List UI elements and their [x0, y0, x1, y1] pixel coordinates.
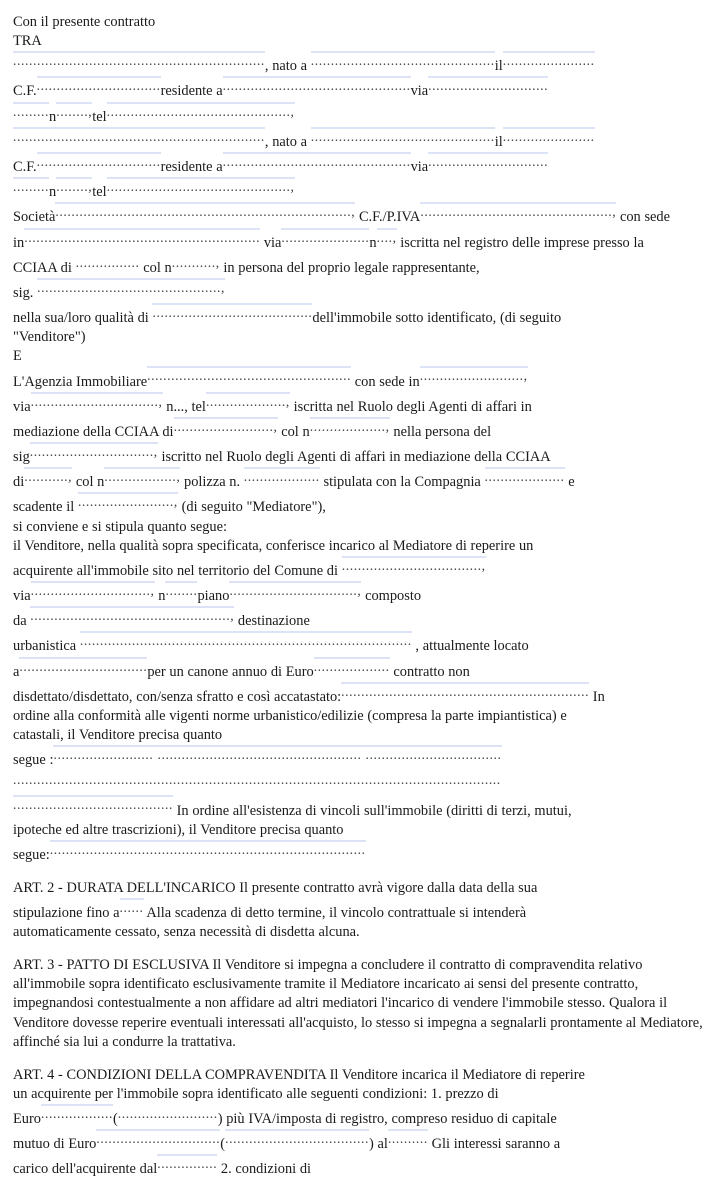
- agency-iscritto-text: iscritto nel Ruolo degli Agenti di affari in mediazione della CCIAA: [157, 449, 551, 466]
- company-name-field[interactable]: ..........................................................................,: [55, 202, 355, 221]
- and-separator: E: [13, 348, 22, 365]
- company-label: Società: [13, 209, 56, 226]
- agency-col-n2-field[interactable]: ..................,: [104, 467, 180, 486]
- art2-paragraph-line-2: [13, 898, 713, 923]
- company-via-field[interactable]: ......................: [281, 228, 369, 247]
- company-n-field[interactable]: ....,: [377, 228, 397, 247]
- incarico-composto-text: composto: [361, 588, 422, 605]
- company-cciaa-line: [13, 253, 713, 278]
- party-2-contact-line: [13, 177, 713, 202]
- art2-text-2: stipulazione fino a: [13, 905, 120, 922]
- company-con-sede-text: con sede: [616, 209, 671, 226]
- party-2-number-label: n: [49, 184, 57, 201]
- art2-date-field[interactable]: ......: [120, 898, 144, 917]
- art4-line-1: Il Venditore incarica il Mediatore di reperire: [325, 1066, 585, 1083]
- party-2-name-field[interactable]: ...............................................................: [13, 127, 265, 146]
- party-2-date-label: il: [494, 133, 503, 150]
- incarico-canone-line: [13, 657, 713, 682]
- company-sig-field[interactable]: ..............................................,: [37, 278, 225, 297]
- agency-via-label: via: [13, 398, 31, 415]
- party-2-residence-field[interactable]: ...............................................: [223, 152, 411, 171]
- party-2-cf-label: C.F.: [13, 159, 37, 176]
- company-n-label: n: [369, 234, 377, 251]
- agency-sede-field[interactable]: ..........................,: [420, 366, 528, 385]
- party-1-name-field[interactable]: ...............................................................: [13, 51, 265, 70]
- agency-tel-field[interactable]: ....................,: [206, 392, 290, 411]
- incarico-destinazione-text: destinazione: [234, 613, 310, 630]
- agency-scadenza-line: [13, 492, 713, 517]
- art4-mutuo-words-field[interactable]: ....................................: [225, 1129, 369, 1148]
- art4-mutuo-paren-close: ): [369, 1136, 374, 1153]
- party-1-born-label: , nato a: [264, 58, 311, 75]
- incarico-in-text: In: [589, 688, 605, 705]
- party-1-birthdate-field[interactable]: .......................: [503, 51, 595, 70]
- incarico-urbanistica-line: [13, 631, 713, 656]
- art4-title: ART. 4 - CONDIZIONI DELLA COMPRAVENDITA: [13, 1066, 326, 1083]
- party-1-residence-field[interactable]: ...............................................: [223, 76, 411, 95]
- agency-name-field[interactable]: ...................................................: [147, 366, 351, 385]
- art4-al-field[interactable]: ..........: [388, 1129, 428, 1148]
- incarico-da-line: [13, 606, 713, 631]
- incarico-segue-line-1: [13, 745, 713, 770]
- party-2-tel-label: tel: [92, 184, 107, 201]
- art4-euro-words-field[interactable]: .........................: [117, 1105, 218, 1121]
- art4-euro-label: Euro: [13, 1111, 41, 1128]
- party-2-birthplace-field[interactable]: ..............................................: [311, 127, 495, 146]
- party-1-cf-label: C.F.: [13, 83, 37, 100]
- agency-mediatore-text: (di seguito "Mediatore"),: [177, 499, 326, 516]
- incarico-comune-line: [13, 556, 713, 581]
- company-via-label: via: [260, 234, 282, 251]
- incarico-via-field[interactable]: ..............................,: [31, 581, 155, 600]
- company-in-label: in: [13, 234, 25, 251]
- agency-col-n-label: col n: [277, 423, 310, 440]
- art2-paragraph: [13, 879, 713, 898]
- incarico-via-line: [13, 581, 713, 606]
- incarico-disdetta-text: disdettato/disdettato, con/senza sfratto e così accatastato:: [13, 688, 342, 705]
- agency-sig-line: [13, 442, 713, 467]
- party-1-number-field[interactable]: ........,: [56, 102, 92, 121]
- incarico-locato-text: , attualmente locato: [411, 638, 529, 655]
- agency-cciaa-field[interactable]: .........................,: [174, 417, 278, 436]
- company-registro-text: iscritta nel registro delle imprese presso la: [396, 234, 644, 251]
- agency-compagnia-field[interactable]: ....................: [485, 467, 565, 486]
- art4-carico-label: carico dell'acquirente dal: [13, 1161, 158, 1178]
- art3-paragraph: [13, 956, 713, 1051]
- incarico-accatastato-field[interactable]: ..............................................................: [341, 682, 589, 701]
- art4-mutuo-line: [13, 1129, 713, 1154]
- agency-polizza-label: polizza n.: [180, 474, 244, 491]
- quality-suffix: dell'immobile sotto identificato, (di seguito: [312, 310, 562, 327]
- agency-col-n2-label: col n: [72, 474, 105, 491]
- incarico-segue-label: segue :: [13, 752, 54, 769]
- incarico-vincoli-text: In ordine all'esistenza di vincoli sull'immobile (diritti di terzi, mutui,: [172, 802, 572, 819]
- intro-line-1: Con il presente contratto: [13, 14, 156, 30]
- incarico-piano-label: piano: [197, 588, 230, 605]
- incarico-segue-line-3: [13, 795, 713, 820]
- company-address-line: [13, 228, 713, 253]
- incarico-a-label: a: [13, 663, 20, 680]
- company-cciaa-field[interactable]: ................: [75, 254, 140, 270]
- party-1-contact-line: [13, 102, 713, 127]
- party-1-residence-label: residente a: [160, 83, 223, 100]
- incarico-segue2-label: segue:: [13, 846, 50, 863]
- incarico-piano-field[interactable]: ................................,: [229, 581, 361, 600]
- agency-sig-label: sig: [13, 449, 30, 466]
- party-2-birthdate-field[interactable]: .......................: [503, 127, 595, 146]
- art4-interessi-text: Gli interessi saranno a: [427, 1136, 561, 1153]
- incarico-accatastato-line: [13, 682, 713, 707]
- company-city-field[interactable]: ...........................................................: [24, 228, 260, 247]
- party-1-residence-line: [13, 76, 713, 101]
- art2-paragraph-line-3: automaticamente cessato, senza necessità di disdetta alcuna.: [13, 924, 360, 941]
- art4-euro-field[interactable]: ..................: [41, 1104, 113, 1123]
- agency-name-line: [13, 366, 713, 391]
- agency-via-field[interactable]: ................................,: [31, 392, 163, 411]
- party-2-street-label: via: [410, 159, 429, 176]
- party-2-residence-line: [13, 152, 713, 177]
- party-1-tel-field[interactable]: ..............................................,: [107, 102, 295, 121]
- art4-line-2-row: un acquirente per l'immobile sopra identificato alle seguenti condizioni: 1. prezzo di: [13, 1085, 499, 1102]
- party-1-date-label: il: [494, 58, 503, 75]
- company-col-n-label: col n: [139, 259, 172, 276]
- quality-venditore-line: "Venditore"): [13, 329, 86, 346]
- art4-mutuo-field[interactable]: ...............................: [96, 1129, 220, 1148]
- agency-e-text: e: [564, 474, 575, 491]
- incarico-segue-field-1[interactable]: ......................... ................................................... ..................................: [53, 745, 501, 764]
- incarico-comune-field[interactable]: ...................................,: [342, 556, 486, 575]
- agency-persona-text: nella persona del: [389, 423, 492, 440]
- party-2-street-field-cont[interactable]: .........: [13, 177, 49, 196]
- art4-condizioni-text: 2. condizioni di: [217, 1161, 312, 1178]
- art4-iva-text: più IVA/imposta di registro, compreso residuo di capitale: [222, 1111, 557, 1128]
- agency-scadente-field[interactable]: ........................,: [78, 492, 178, 511]
- incarico-segue-field-2[interactable]: ..........................................................................................................................: [13, 772, 501, 788]
- art2-text-1: Il presente contratto avrà vigore dalla data della sua: [235, 879, 538, 896]
- company-name-line: [13, 202, 713, 227]
- incarico-via-label: via: [13, 588, 31, 605]
- quality-line: [13, 303, 713, 328]
- agency-polizza-field[interactable]: ...................: [244, 467, 320, 486]
- incarico-segue-field-3[interactable]: ........................................: [13, 795, 173, 814]
- incarico-canone-text: per un canone annuo di Euro: [147, 663, 314, 680]
- incarico-canone-field[interactable]: ...................: [314, 657, 390, 676]
- party-2-tel-field[interactable]: ..............................................,: [107, 177, 295, 196]
- incarico-ordine-line: ordine alla conformità alle vigenti norme urbanistico/edilizie (compresa la parte impiantistica) e: [13, 707, 567, 724]
- art3-text: Il Venditore si impegna a concludere il contratto di compravendita relativo all'immobile sopra identificato esclusivamente tramite il Mediatore incaricato ai sensi del presente contratto, impegnandosi contestualmente a non affidare ad altri mediatori l'incarico di vendere l'immobile stesso. Qualora il Venditore dovesse reperire eventuali interessati all'acquisto, lo stesso si impegna a segnalarli prontamente al Mediatore, affinché sia lui a condurre la trattativa.: [13, 957, 703, 1050]
- party-2-street-field[interactable]: ..............................: [428, 152, 548, 171]
- incarico-da-field[interactable]: ..................................................,: [30, 606, 234, 625]
- party-2-identity-line: [13, 127, 713, 152]
- incarico-catastali-line: catastali, il Venditore precisa quanto: [13, 726, 223, 743]
- party-1-cf-field[interactable]: ...............................: [37, 76, 161, 95]
- art4-carico-field[interactable]: ...............: [157, 1154, 217, 1173]
- party-1-street-field[interactable]: ..............................: [428, 76, 548, 95]
- agency-scadente-label: scadente il: [13, 499, 78, 516]
- company-cf-piva-field[interactable]: ................................................,: [420, 202, 616, 221]
- art4-paren-open: (: [112, 1111, 118, 1128]
- agency-di-label: di: [13, 474, 25, 491]
- incarico-segue2-line: [13, 840, 713, 865]
- party-1-number-label: n: [49, 108, 57, 125]
- quality-prefix: nella sua/loro qualità di: [13, 310, 153, 327]
- party-2-residence-label: residente a: [160, 159, 223, 176]
- conviene-line: si conviene e si stipula quanto segue:: [13, 518, 228, 535]
- incarico-comune-prefix: acquirente all'immobile sito nel territorio del Comune di: [13, 562, 342, 579]
- incarico-contratto-non-text: contratto non: [389, 663, 470, 680]
- company-cf-piva-label: C.F./P.IVA: [355, 209, 421, 226]
- agency-ruolo-text: iscritta nel Ruolo degli Agenti di affari in: [289, 398, 532, 415]
- quality-field[interactable]: ........................................: [152, 303, 312, 322]
- art4-paren-close: ): [217, 1111, 223, 1128]
- company-persona-text: in persona del proprio legale rappresentante,: [219, 259, 480, 276]
- incarico-n-label: n: [154, 588, 166, 605]
- company-cciaa-label: CCIAA di: [13, 259, 76, 276]
- agency-cciaa-line: [13, 417, 713, 442]
- agency-col-n-field[interactable]: ...................,: [310, 417, 390, 436]
- party-1-street-label: via: [410, 83, 429, 100]
- party-2-born-label: , nato a: [264, 133, 311, 150]
- agency-mediazione-label: mediazione della CCIAA di: [13, 423, 174, 440]
- incarico-segue-line-2: [13, 770, 713, 795]
- art4-mutuo-paren-open: (: [220, 1136, 226, 1153]
- art4-paragraph: [13, 1066, 713, 1085]
- incarico-da-label: da: [13, 613, 31, 630]
- company-sig-line: [13, 278, 713, 303]
- incarico-locatario-field[interactable]: ................................: [19, 657, 147, 676]
- company-col-n-field[interactable]: ...........,: [171, 254, 220, 270]
- agency-n-label: n...,: [162, 398, 188, 415]
- intro-line-2: TRA: [13, 33, 42, 50]
- agency-sig-field[interactable]: ...............................,: [30, 442, 158, 461]
- incarico-segue2-field[interactable]: ...............................................................................: [50, 840, 366, 859]
- agency-di-field[interactable]: ...........,: [24, 467, 72, 486]
- agency-polizza-line: [13, 467, 713, 492]
- party-1-identity-line: [13, 51, 713, 76]
- party-2-cf-field[interactable]: ...............................: [37, 152, 161, 171]
- art4-euro-line: [13, 1104, 713, 1129]
- agency-label: L'Agenzia Immobiliare: [13, 373, 148, 390]
- incarico-line-1: il Venditore, nella qualità sopra specificata, conferisce incarico al Mediatore di reperire un: [13, 537, 534, 554]
- art4-carico-line: [13, 1154, 713, 1179]
- company-sig-label: sig.: [13, 284, 38, 301]
- party-1-birthplace-field[interactable]: ..............................................: [311, 51, 495, 70]
- party-2-number-field[interactable]: ........,: [56, 177, 92, 196]
- party-1-tel-label: tel: [92, 108, 107, 125]
- incarico-urbanistica-field[interactable]: ...................................................................................: [80, 631, 412, 650]
- party-1-street-field-cont[interactable]: .........: [13, 102, 49, 121]
- incarico-ipoteche-line: ipoteche ed altre trascrizioni), il Venditore precisa quanto: [13, 821, 344, 838]
- agency-address-line: [13, 392, 713, 417]
- incarico-urbanistica-label: urbanistica: [13, 638, 80, 655]
- art4-mutuo-label: mutuo di Euro: [13, 1136, 97, 1153]
- agency-stipulata-text: stipulata con la Compagnia: [319, 474, 485, 491]
- agency-con-sede-label: con sede in: [351, 373, 420, 390]
- agency-tel-label: tel: [187, 398, 206, 415]
- art4-al-label: al: [373, 1136, 388, 1153]
- art2-text-3: Alla scadenza di detto termine, il vincolo contrattuale si intenderà: [143, 905, 527, 922]
- art3-title: ART. 3 - PATTO DI ESCLUSIVA: [13, 957, 209, 974]
- art2-title: ART. 2 - DURATA DELL'INCARICO: [13, 879, 236, 896]
- incarico-n-field[interactable]: ........: [165, 581, 197, 600]
